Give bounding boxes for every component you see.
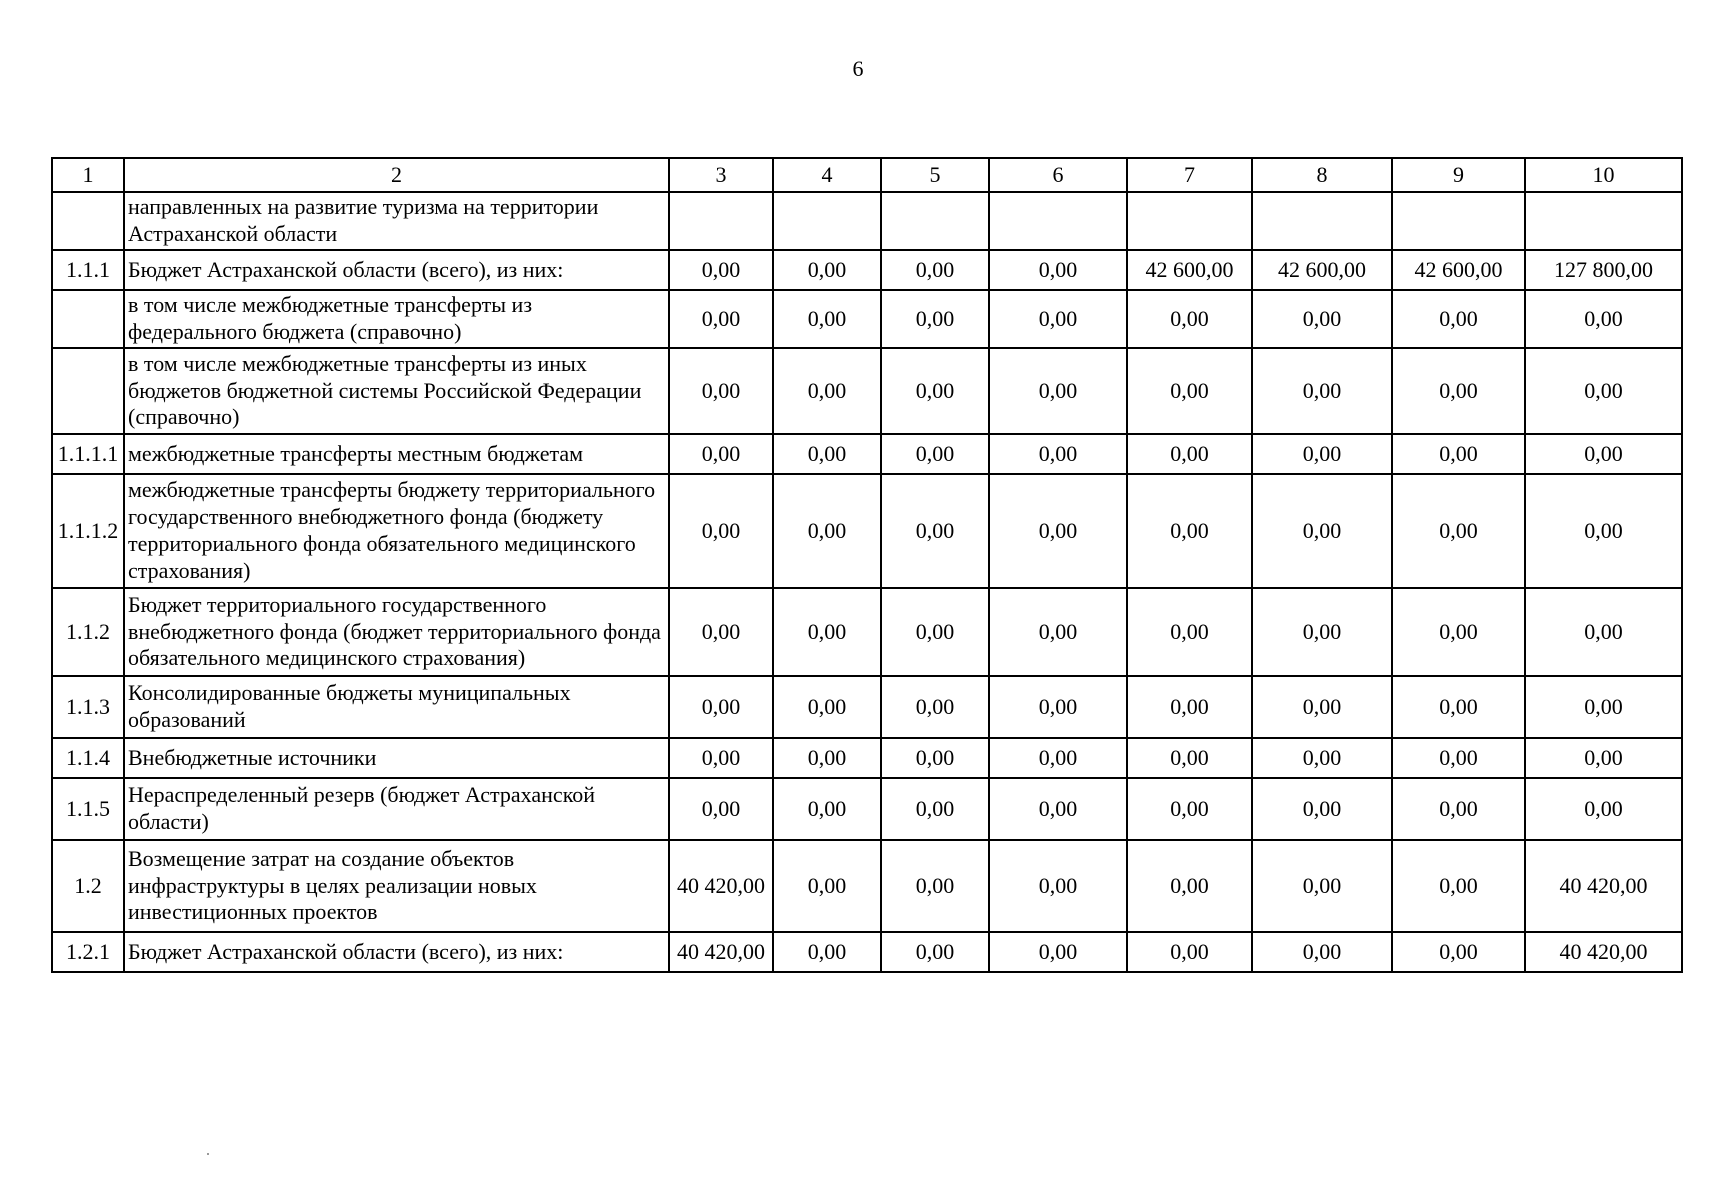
value-cell: 0,00 bbox=[669, 588, 773, 676]
value-cell: 0,00 bbox=[881, 738, 989, 778]
value-cell: 0,00 bbox=[1525, 434, 1682, 474]
row-code bbox=[52, 192, 124, 250]
value-cell: 0,00 bbox=[1252, 474, 1392, 588]
row-code: 1.2 bbox=[52, 840, 124, 932]
value-cell: 0,00 bbox=[1392, 348, 1525, 434]
value-cell: 0,00 bbox=[881, 250, 989, 290]
value-cell: 0,00 bbox=[881, 932, 989, 972]
value-cell: 0,00 bbox=[669, 738, 773, 778]
row-description: Внебюджетные источники bbox=[124, 738, 669, 778]
value-cell: 0,00 bbox=[989, 434, 1127, 474]
table-row bbox=[52, 250, 1682, 290]
value-cell: 0,00 bbox=[881, 588, 989, 676]
value-cell: 40 420,00 bbox=[669, 840, 773, 932]
value-cell: 0,00 bbox=[669, 778, 773, 840]
column-header: 1 bbox=[52, 158, 124, 192]
value-cell: 0,00 bbox=[669, 434, 773, 474]
value-cell: 0,00 bbox=[773, 840, 881, 932]
value-cell: 0,00 bbox=[1392, 474, 1525, 588]
row-code: 1.1.4 bbox=[52, 738, 124, 778]
row-code: 1.1.1.2 bbox=[52, 474, 124, 588]
value-cell: 0,00 bbox=[1127, 434, 1252, 474]
value-cell: 0,00 bbox=[1127, 778, 1252, 840]
value-cell: 0,00 bbox=[1127, 290, 1252, 348]
scan-speck bbox=[207, 1153, 209, 1155]
value-cell: 0,00 bbox=[989, 840, 1127, 932]
value-cell: 0,00 bbox=[881, 676, 989, 738]
value-cell: 0,00 bbox=[773, 434, 881, 474]
column-header: 7 bbox=[1127, 158, 1252, 192]
value-cell: 0,00 bbox=[669, 250, 773, 290]
value-cell bbox=[669, 192, 773, 250]
value-cell: 0,00 bbox=[989, 676, 1127, 738]
column-header: 9 bbox=[1392, 158, 1525, 192]
column-header: 10 bbox=[1525, 158, 1682, 192]
value-cell: 0,00 bbox=[989, 738, 1127, 778]
row-description: межбюджетные трансферты местным бюджетам bbox=[124, 434, 669, 474]
value-cell bbox=[1252, 192, 1392, 250]
value-cell: 40 420,00 bbox=[1525, 840, 1682, 932]
value-cell: 0,00 bbox=[669, 676, 773, 738]
value-cell: 0,00 bbox=[881, 434, 989, 474]
value-cell: 0,00 bbox=[1525, 778, 1682, 840]
value-cell: 0,00 bbox=[773, 778, 881, 840]
value-cell: 0,00 bbox=[881, 778, 989, 840]
value-cell: 0,00 bbox=[1392, 932, 1525, 972]
value-cell: 0,00 bbox=[773, 676, 881, 738]
value-cell: 0,00 bbox=[1392, 434, 1525, 474]
value-cell: 0,00 bbox=[1252, 434, 1392, 474]
value-cell: 0,00 bbox=[773, 932, 881, 972]
row-description: Бюджет территориального государственного внебюджетного фонда (бюджет территориального фонда обязательного медицинского страхования) bbox=[124, 588, 669, 676]
row-description: Бюджет Астраханской области (всего), из них: bbox=[124, 250, 669, 290]
row-code: 1.1.1.1 bbox=[52, 434, 124, 474]
value-cell: 0,00 bbox=[1252, 932, 1392, 972]
value-cell: 0,00 bbox=[773, 348, 881, 434]
table-row bbox=[52, 932, 1682, 972]
value-cell: 0,00 bbox=[989, 778, 1127, 840]
column-header: 5 bbox=[881, 158, 989, 192]
table-row bbox=[52, 738, 1682, 778]
value-cell: 0,00 bbox=[773, 250, 881, 290]
value-cell: 0,00 bbox=[1252, 588, 1392, 676]
value-cell: 0,00 bbox=[773, 588, 881, 676]
table-row bbox=[52, 474, 1682, 588]
value-cell: 0,00 bbox=[1252, 290, 1392, 348]
value-cell: 0,00 bbox=[773, 290, 881, 348]
row-code: 1.1.2 bbox=[52, 588, 124, 676]
value-cell: 0,00 bbox=[1252, 348, 1392, 434]
value-cell: 0,00 bbox=[1252, 738, 1392, 778]
row-description: в том числе межбюджетные трансферты из федерального бюджета (справочно) bbox=[124, 290, 669, 348]
value-cell: 0,00 bbox=[669, 348, 773, 434]
value-cell: 0,00 bbox=[1525, 588, 1682, 676]
row-description: Возмещение затрат на создание объектов инфраструктуры в целях реализации новых инвестиционных проектов bbox=[124, 840, 669, 932]
value-cell: 0,00 bbox=[1525, 348, 1682, 434]
value-cell: 0,00 bbox=[1525, 474, 1682, 588]
value-cell: 0,00 bbox=[1392, 840, 1525, 932]
column-header: 3 bbox=[669, 158, 773, 192]
table-row bbox=[52, 290, 1682, 348]
value-cell: 0,00 bbox=[989, 290, 1127, 348]
table-row bbox=[52, 840, 1682, 932]
row-code bbox=[52, 290, 124, 348]
value-cell: 0,00 bbox=[989, 474, 1127, 588]
table-row bbox=[52, 192, 1682, 250]
value-cell: 0,00 bbox=[1392, 778, 1525, 840]
value-cell bbox=[1392, 192, 1525, 250]
value-cell: 0,00 bbox=[989, 932, 1127, 972]
column-header: 4 bbox=[773, 158, 881, 192]
row-description: межбюджетные трансферты бюджету территориального государственного внебюджетного фонда (бюджету территориального фонда обязательного медицинского страхования) bbox=[124, 474, 669, 588]
table-row bbox=[52, 434, 1682, 474]
column-header: 8 bbox=[1252, 158, 1392, 192]
row-description: Нераспределенный резерв (бюджет Астраханской области) bbox=[124, 778, 669, 840]
row-description: Бюджет Астраханской области (всего), из них: bbox=[124, 932, 669, 972]
value-cell: 42 600,00 bbox=[1392, 250, 1525, 290]
row-code bbox=[52, 348, 124, 434]
value-cell: 0,00 bbox=[881, 290, 989, 348]
value-cell: 0,00 bbox=[881, 348, 989, 434]
value-cell: 0,00 bbox=[989, 250, 1127, 290]
table-row bbox=[52, 676, 1682, 738]
value-cell: 0,00 bbox=[669, 474, 773, 588]
column-header: 6 bbox=[989, 158, 1127, 192]
value-cell: 0,00 bbox=[1525, 738, 1682, 778]
value-cell bbox=[1127, 192, 1252, 250]
column-number-row bbox=[52, 158, 1682, 192]
column-header: 2 bbox=[124, 158, 669, 192]
value-cell: 0,00 bbox=[1127, 840, 1252, 932]
value-cell: 0,00 bbox=[1392, 738, 1525, 778]
row-description: в том числе межбюджетные трансферты из иных бюджетов бюджетной системы Российской Федерации (справочно) bbox=[124, 348, 669, 434]
row-code: 1.1.5 bbox=[52, 778, 124, 840]
value-cell: 0,00 bbox=[1392, 290, 1525, 348]
row-code: 1.1.1 bbox=[52, 250, 124, 290]
value-cell: 0,00 bbox=[1525, 290, 1682, 348]
table-row bbox=[52, 588, 1682, 676]
value-cell: 0,00 bbox=[773, 474, 881, 588]
value-cell: 0,00 bbox=[881, 474, 989, 588]
value-cell: 127 800,00 bbox=[1525, 250, 1682, 290]
budget-table bbox=[51, 157, 1683, 973]
value-cell: 0,00 bbox=[773, 738, 881, 778]
value-cell bbox=[1525, 192, 1682, 250]
table-row bbox=[52, 348, 1682, 434]
value-cell: 0,00 bbox=[1252, 676, 1392, 738]
value-cell: 0,00 bbox=[881, 840, 989, 932]
value-cell: 0,00 bbox=[1252, 778, 1392, 840]
value-cell bbox=[881, 192, 989, 250]
value-cell: 0,00 bbox=[1127, 932, 1252, 972]
row-description: Консолидированные бюджеты муниципальных образований bbox=[124, 676, 669, 738]
row-code: 1.1.3 bbox=[52, 676, 124, 738]
value-cell: 0,00 bbox=[989, 348, 1127, 434]
value-cell: 0,00 bbox=[1127, 348, 1252, 434]
value-cell: 40 420,00 bbox=[669, 932, 773, 972]
value-cell: 42 600,00 bbox=[1252, 250, 1392, 290]
value-cell bbox=[989, 192, 1127, 250]
row-description: направленных на развитие туризма на территории Астраханской области bbox=[124, 192, 669, 250]
row-code: 1.2.1 bbox=[52, 932, 124, 972]
table-row bbox=[52, 778, 1682, 840]
value-cell bbox=[773, 192, 881, 250]
value-cell: 0,00 bbox=[989, 588, 1127, 676]
value-cell: 0,00 bbox=[669, 290, 773, 348]
value-cell: 40 420,00 bbox=[1525, 932, 1682, 972]
value-cell: 0,00 bbox=[1525, 676, 1682, 738]
value-cell: 42 600,00 bbox=[1127, 250, 1252, 290]
value-cell: 0,00 bbox=[1127, 738, 1252, 778]
value-cell: 0,00 bbox=[1252, 840, 1392, 932]
value-cell: 0,00 bbox=[1392, 676, 1525, 738]
page-number: 6 bbox=[852, 56, 864, 81]
value-cell: 0,00 bbox=[1127, 588, 1252, 676]
value-cell: 0,00 bbox=[1127, 474, 1252, 588]
value-cell: 0,00 bbox=[1392, 588, 1525, 676]
value-cell: 0,00 bbox=[1127, 676, 1252, 738]
